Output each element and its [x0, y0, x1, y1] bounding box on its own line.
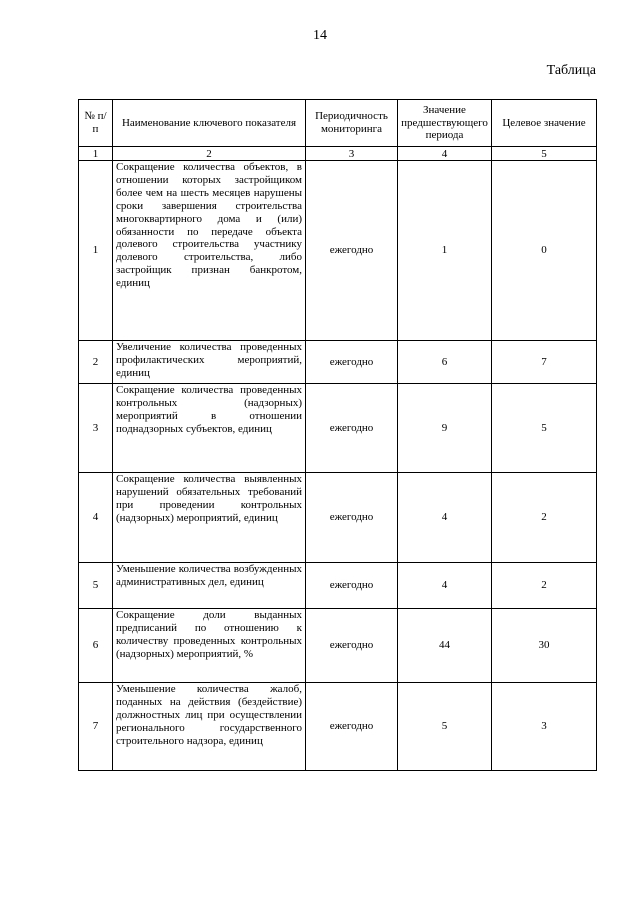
table-row: [79, 161, 597, 341]
row-prev-value: 44: [398, 609, 492, 683]
column-number: 1: [79, 147, 113, 161]
row-period: ежегодно: [306, 563, 398, 609]
row-target-value: 2: [492, 473, 597, 563]
row-target-value: 7: [492, 341, 597, 384]
header-name: Наименование ключевого показателя: [113, 100, 306, 147]
row-num: 5: [79, 563, 113, 609]
row-target-value: 5: [492, 384, 597, 473]
row-indicator-name: Сокращение количества объектов, в отношении которых застройщиком более чем на шесть месяцев нарушены сроки завершения строительства многоквартирного дома и (или) обязанности по передаче объекта долевого строительства участнику долевого строительства, либо застройщик признан банкротом, единиц: [113, 161, 306, 341]
row-indicator-name: Уменьшение количества жалоб, поданных на действия (бездействие) должностных лиц при осуществлении регионального государственного строительного надзора, единиц: [113, 683, 306, 771]
row-num: 4: [79, 473, 113, 563]
row-target-value: 2: [492, 563, 597, 609]
page-number: 14: [313, 28, 327, 43]
row-prev-value: 9: [398, 384, 492, 473]
row-indicator-name: Сокращение количества выявленных нарушений обязательных требований при проведении контрольных (надзорных) мероприятий, единиц: [113, 473, 306, 563]
column-number: 5: [492, 147, 597, 161]
row-prev-value: 4: [398, 563, 492, 609]
table-row: [79, 473, 597, 563]
header-target: Целевое значение: [492, 100, 597, 147]
row-period: ежегодно: [306, 161, 398, 341]
kpi-table: [78, 99, 597, 771]
table-row: [79, 563, 597, 609]
table-row: [79, 683, 597, 771]
row-period: ежегодно: [306, 473, 398, 563]
column-number: 3: [306, 147, 398, 161]
column-number: 4: [398, 147, 492, 161]
table-row: [79, 384, 597, 473]
row-prev-value: 6: [398, 341, 492, 384]
row-target-value: 30: [492, 609, 597, 683]
row-indicator-name: Увеличение количества проведенных профилактических мероприятий, единиц: [113, 341, 306, 384]
row-num: 3: [79, 384, 113, 473]
row-indicator-name: Уменьшение количества возбужденных административных дел, единиц: [113, 563, 306, 609]
row-num: 1: [79, 161, 113, 341]
row-num: 6: [79, 609, 113, 683]
row-num: 7: [79, 683, 113, 771]
row-indicator-name: Сокращение количества проведенных контрольных (надзорных) мероприятий в отношении поднадзорных субъектов, единиц: [113, 384, 306, 473]
row-period: ежегодно: [306, 384, 398, 473]
table-row: [79, 609, 597, 683]
table-row: [79, 341, 597, 384]
row-num: 2: [79, 341, 113, 384]
column-number-row: [79, 147, 597, 161]
header-num: № п/п: [79, 100, 113, 147]
row-prev-value: 5: [398, 683, 492, 771]
row-indicator-name: Сокращение доли выданных предписаний по отношению к количеству проведенных контрольных (надзорных) мероприятий, %: [113, 609, 306, 683]
row-period: ежегодно: [306, 683, 398, 771]
header-prev: Значение предшествующего периода: [398, 100, 492, 147]
table-caption: Таблица: [546, 63, 596, 78]
row-target-value: 0: [492, 161, 597, 341]
row-period: ежегодно: [306, 341, 398, 384]
header-period: Периодичность мониторинга: [306, 100, 398, 147]
table-header-row: [79, 100, 597, 147]
row-target-value: 3: [492, 683, 597, 771]
row-prev-value: 4: [398, 473, 492, 563]
row-period: ежегодно: [306, 609, 398, 683]
column-number: 2: [113, 147, 306, 161]
row-prev-value: 1: [398, 161, 492, 341]
